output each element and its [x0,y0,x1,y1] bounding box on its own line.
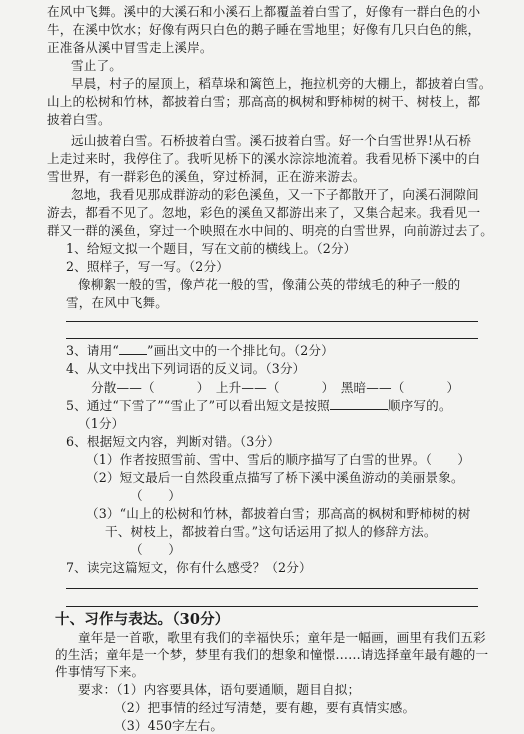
passage-line: 早晨，村子的屋顶上，稻草垛和篱笆上，拖拉机旁的大棚上，都披着白雪。 [71,76,492,91]
passage-line: 牛，在溪中饮水；好像有两只白色的鹅子睡在雪地里；好像有几只白色的熊， [47,22,481,37]
antonym-row: 分散——（ ） 上升——（ ） 黑暗——（ ） [91,380,460,395]
judge-item-1: （1）作者按照雪前、雪中、雪后的顺序描写了白雪的世界。（ ） [86,452,471,467]
order-blank[interactable] [330,409,388,410]
judge-item-3: （3）“山上的松树和竹林，都披着白雪；那高高的枫树和野柿树的树 [86,506,471,521]
answer-line[interactable] [66,588,478,589]
question-2-example: 像柳絮一般的雪，像芦花一般的雪，像蒲公英的带绒毛的种子一般的 [78,277,461,292]
writing-intro: 的生活；童年是一个梦，梦里有我们的想象和憧憬……请选择童年最有趣的一 [55,647,489,662]
writing-requirements: 要求：（1）内容要具体，语句要通顺，题目自拟； [78,682,361,697]
question-5: 5、通过“下雪了”“雪止了”可以看出短文是按照 顺序写的。 [66,398,452,413]
answer-line[interactable] [66,606,478,607]
passage-line: 游去，都看不见了。忽地，彩色的溪鱼又都游出来了，又集合起来。我看见一 [47,205,481,220]
question-7: 7、读完这篇短文，你有什么感受？（2分） [66,560,312,575]
judge-paren[interactable]: （ ） [130,488,181,503]
writing-intro: 童年是一首歌，歌里有我们的幸福快乐；童年是一幅画，画里有我们五彩 [78,630,486,645]
passage-line: 上走过来时，我停住了。我听见桥下的溪水淙淙地流着。我看见桥下溪中的白 [47,151,481,166]
answer-line[interactable] [66,338,478,339]
answer-line[interactable] [66,321,478,322]
judge-item-2: （2）短文最后一自然段重点描写了桥下溪中溪鱼游动的美丽景象。 [86,470,464,485]
question-4: 4、从文中找出下列词语的反义词。（3分） [66,361,306,376]
writing-intro: 件事情写下来。 [55,664,145,679]
passage-line: 群又一群的溪鱼，穿过一个映照在水中间的、明亮的白雪世界，向前游过去了。 [47,223,494,238]
passage-line: 在风中飞舞。溪中的大溪石和小溪石上都覆盖着白雪了，好像有一群白色的小 [47,4,481,19]
passage-line: 雪止了。 [71,58,122,73]
question-3: 3、请用“ ”画出文中的一个排比句。（2分） [66,343,334,358]
passage-line: 忽地，我看见那成群游动的彩色溪鱼，又一下子都散开了，向溪石洞隙间 [71,187,479,202]
passage-line: 山上的松树和竹林，都披着白雪；那高高的枫树和野柿树的树干、树枝上，都 [47,94,481,109]
writing-requirement: （3）450字左右。 [114,718,224,733]
question-2-example: 雪，在风中飞舞。 [66,295,168,310]
passage-line: 披着白雪。 [47,112,111,127]
writing-requirement: （2）把事情的经过写清楚，要有趣，要有真情实感。 [114,700,416,715]
passage-line: 远山披着白雪。石桥披着白雪。溪石披着白雪。好一个白雪世界!从石桥 [71,133,472,148]
section-title: 十、习作与表达。（30分） [55,611,230,628]
passage-line: 雪世界，有一群彩色的溪鱼，穿过桥洞，正在游来游去。 [47,169,366,184]
question-5-points: （1分） [78,416,125,431]
passage-line: 正准备从溪中冒雪走上溪岸。 [47,40,213,55]
judge-item-3: 干、树枝上，都披着白雪。”这句话运用了拟人的修辞方法。 [105,524,437,539]
judge-paren[interactable]: （ ） [130,542,181,557]
question-6: 6、根据短文内容，判断对错。（3分） [66,434,280,449]
underline-sample [119,354,147,355]
question-2: 2、照样子，写一写。（2分） [66,259,229,274]
question-1: 1、给短文拟一个题目，写在文前的横线上。（2分） [66,241,357,256]
